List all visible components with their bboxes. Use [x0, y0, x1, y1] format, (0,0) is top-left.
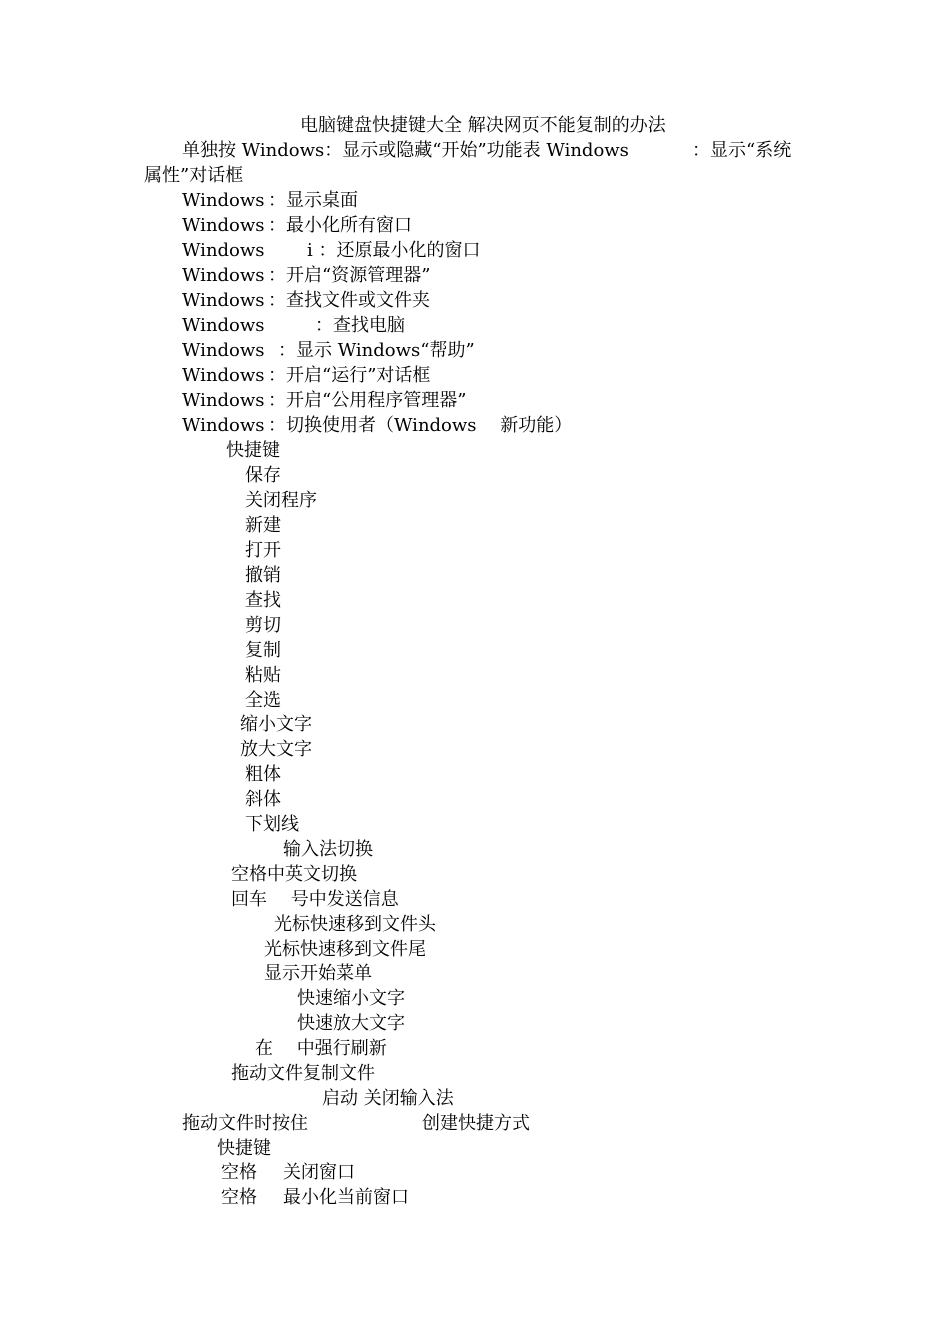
list-item: 粘贴: [245, 665, 281, 686]
win-desc: ：开启“资源管理器”: [268, 265, 431, 286]
list-item: 在 中强行刷新: [255, 1038, 387, 1059]
list-item: 显示开始菜单: [264, 963, 372, 984]
key-desc: 关闭窗口: [283, 1162, 355, 1183]
list-item: 关闭程序: [245, 490, 317, 511]
win-desc: i ：还原最小化的窗口: [307, 240, 481, 261]
list-item: 撤销: [245, 565, 281, 586]
win-desc: ：查找文件或文件夹: [268, 290, 430, 311]
list-item: 光标快速移到文件头: [274, 914, 436, 935]
list-item: 启动 关闭输入法: [322, 1088, 454, 1109]
list-item: 全选: [245, 690, 281, 711]
list-item: 空格中英文切换: [231, 864, 357, 885]
win-key: Windows: [182, 290, 265, 311]
win-key: Windows: [182, 365, 265, 386]
key-desc: 最小化当前窗口: [283, 1187, 409, 1208]
section-heading: 快捷键: [217, 1138, 271, 1159]
drag-line-a: 拖动文件时按住: [182, 1113, 308, 1134]
win-key: Windows: [182, 215, 265, 236]
win-desc: ：开启“运行”对话框: [268, 365, 431, 386]
key-label: 空格: [221, 1187, 257, 1208]
win-desc: ：最小化所有窗口: [268, 215, 412, 236]
list-item: 斜体: [245, 789, 281, 810]
list-item: 回车 号中发送信息: [231, 889, 399, 910]
page-title: 电脑键盘快捷键大全 解决网页不能复制的办法: [300, 115, 666, 136]
list-item: 快速放大文字: [297, 1013, 405, 1034]
list-item: 新建: [245, 515, 281, 536]
win-desc: ：显示桌面: [268, 190, 358, 211]
key-label: 空格: [221, 1162, 257, 1183]
win-desc: ：查找电脑: [315, 315, 405, 336]
list-item: 剪切: [245, 615, 281, 636]
win-key: Windows: [182, 415, 265, 436]
list-item: 下划线: [245, 814, 299, 835]
list-item: 拖动文件复制文件: [231, 1063, 375, 1084]
section-heading: 快捷键: [226, 440, 280, 461]
intro-line-2: 属性”对话框: [144, 165, 244, 186]
win-key: Windows: [182, 315, 265, 336]
list-item: 粗体: [245, 764, 281, 785]
win-key: Windows: [182, 390, 265, 411]
drag-line-b: 创建快捷方式: [422, 1113, 530, 1134]
list-item: 缩小文字: [240, 714, 312, 735]
list-item: 复制: [245, 640, 281, 661]
list-item: 查找: [245, 590, 281, 611]
win-key: Windows: [182, 340, 265, 361]
win-key: Windows: [182, 265, 265, 286]
intro-line-1b: ：显示“系统: [692, 140, 792, 161]
list-item: 打开: [245, 540, 281, 561]
win-key: Windows: [182, 190, 265, 211]
win-key: Windows: [182, 240, 265, 261]
list-item: 输入法切换: [283, 839, 373, 860]
win-desc: ：切换使用者（Windows 新功能）: [268, 415, 573, 436]
list-item: 放大文字: [240, 739, 312, 760]
win-desc: ：显示 Windows“帮助”: [278, 340, 475, 361]
list-item: 光标快速移到文件尾: [264, 939, 426, 960]
win-desc: ：开启“公用程序管理器”: [268, 390, 467, 411]
intro-line-1a: 单独按 Windows：显示或隐藏“开始”功能表 Windows: [182, 140, 629, 161]
list-item: 快速缩小文字: [297, 988, 405, 1009]
list-item: 保存: [245, 465, 281, 486]
